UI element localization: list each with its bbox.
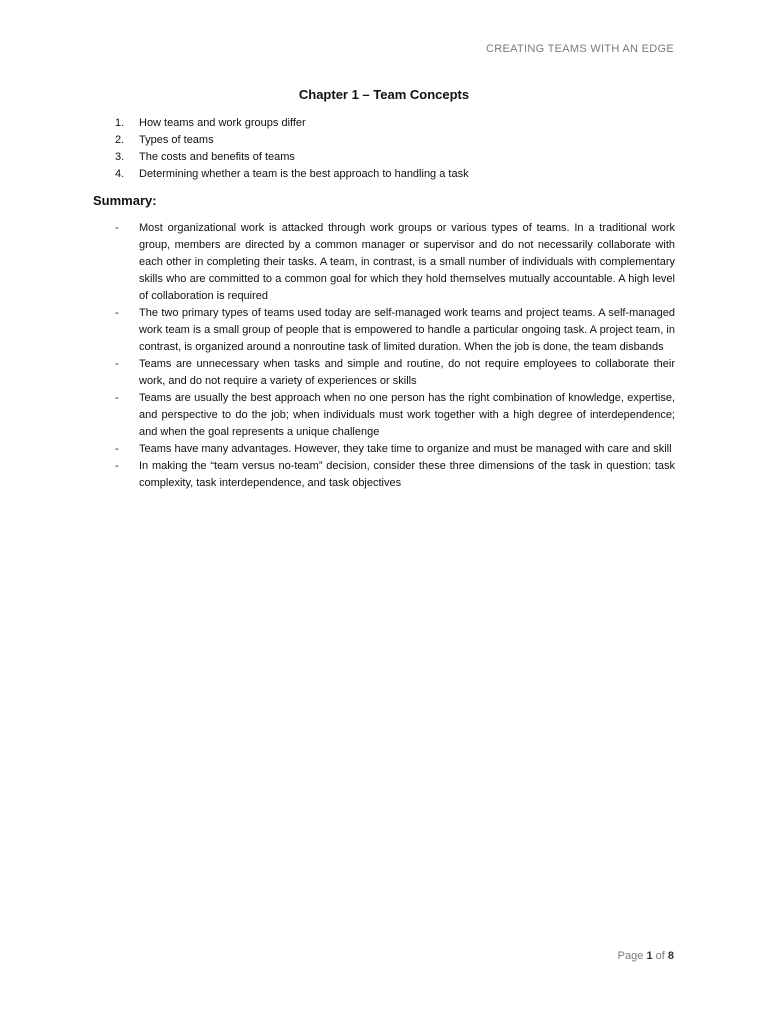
bullet-dash: -	[115, 358, 119, 370]
summary-item-text: Teams are usually the best approach when no one person has the right combination of knowledge, expertise, and perspective to do the job; when individuals must work together with a high degree of interdependence; and when the goal represents a unique challenge	[139, 392, 675, 438]
list-item-text: How teams and work groups differ	[139, 117, 306, 129]
page-number: 1	[646, 950, 653, 962]
summary-item-text: The two primary types of teams used today are self-managed work teams and project teams. A self-managed work team is a small group of people that is empowered to handle a particular ongoing task. A project team, in contrast, is organized around a nonroutine task of limited duration. When the job is done, the team disbands	[139, 307, 675, 353]
summary-list	[112, 220, 675, 492]
chapter-title: Chapter 1 – Team Concepts	[298, 87, 470, 102]
bullet-dash: -	[115, 443, 119, 455]
summary-item-text: Teams have many advantages. However, they take time to organize and must be managed with care and skill	[139, 443, 672, 455]
running-header: CREATING TEAMS WITH AN EDGE	[486, 43, 674, 55]
summary-item	[112, 305, 675, 356]
list-number: 1.	[115, 117, 125, 129]
list-number: 4.	[115, 168, 125, 180]
list-item	[112, 115, 682, 132]
summary-item	[112, 441, 675, 458]
list-item-text: Types of teams	[139, 134, 214, 146]
list-item	[112, 132, 682, 149]
bullet-dash: -	[115, 222, 119, 234]
summary-heading: Summary:	[93, 193, 157, 208]
list-number: 3.	[115, 151, 125, 163]
summary-item-text: Teams are unnecessary when tasks and simple and routine, do not require employees to collaborate their work, and do not require a variety of experiences or skills	[139, 358, 675, 387]
list-item	[112, 149, 682, 166]
summary-item-text: Most organizational work is attacked through work groups or various types of teams. In a traditional work group, members are directed by a common manager or supervisor and do not necessarily collaborate with each other in completing their tasks. A team, in contrast, is a small number of individuals with complementary skills who are committed to a common goal for which they hold themselves mutually accountable. A high level of collaboration is required	[139, 222, 675, 302]
bullet-dash: -	[115, 307, 119, 319]
topic-list	[112, 115, 682, 183]
page-total: 8	[667, 950, 674, 962]
page-label: Page	[617, 950, 644, 962]
bullet-dash: -	[115, 460, 119, 472]
list-item-text: Determining whether a team is the best approach to handling a task	[139, 168, 469, 180]
summary-item	[112, 458, 675, 492]
summary-item-text: In making the “team versus no-team” decision, consider these three dimensions of the task in question: task complexity, task interdependence, and task objectives	[139, 460, 675, 489]
summary-item	[112, 356, 675, 390]
bullet-dash: -	[115, 392, 119, 404]
list-item-text: The costs and benefits of teams	[139, 151, 295, 163]
page-footer	[618, 950, 674, 962]
list-number: 2.	[115, 134, 125, 146]
list-item	[112, 166, 682, 183]
page-of-label: of	[655, 950, 665, 962]
summary-item	[112, 390, 675, 441]
summary-item	[112, 220, 675, 305]
